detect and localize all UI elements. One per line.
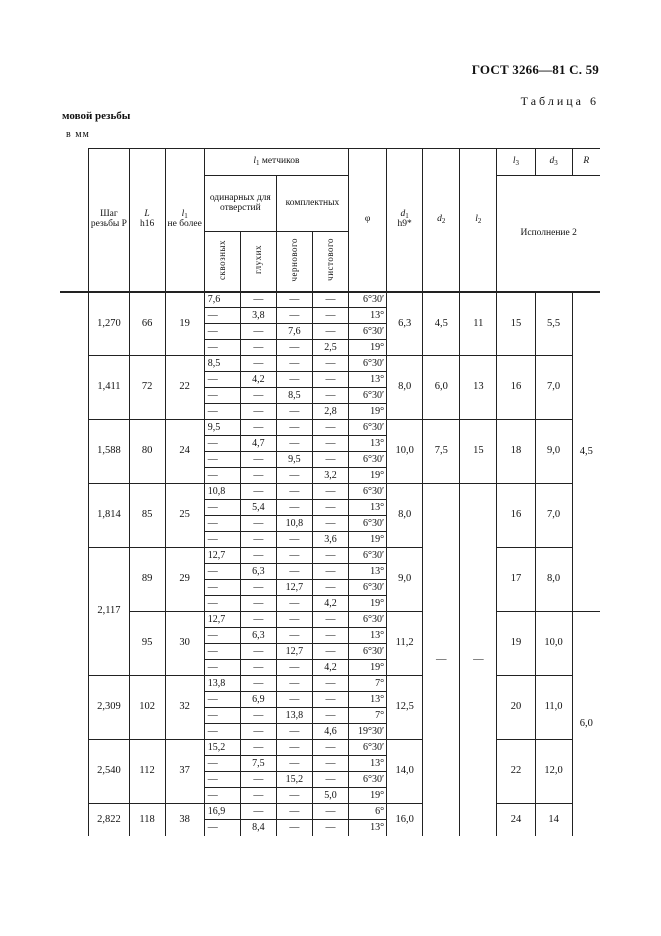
d2-cell: 7,5 (423, 420, 460, 484)
phi-cell: 6°30′ (349, 292, 387, 308)
L-cell: 102 (129, 676, 165, 740)
l1-blind-cell: 6,3 (240, 628, 276, 644)
l1-blind-cell: 6,9 (240, 692, 276, 708)
phi-cell: 6°30′ (349, 516, 387, 532)
l1-blind-cell: — (240, 516, 276, 532)
phi-cell: 6°30′ (349, 644, 387, 660)
l1-rough-cell: — (276, 820, 312, 836)
table-row (60, 676, 600, 692)
phi-cell: 19° (349, 788, 387, 804)
l1-rough-cell: — (276, 548, 312, 564)
phi-cell: 19° (349, 468, 387, 484)
header-d2: $d_2$ (423, 149, 460, 292)
phi-cell: 6°30′ (349, 356, 387, 372)
phi-cell: 13° (349, 820, 387, 836)
l1-rough-cell: — (276, 292, 312, 308)
pitch-cell: 2,540 (89, 740, 129, 804)
l1-blind-cell: — (240, 612, 276, 628)
table-row (60, 484, 600, 500)
R-cell: 4,5 (572, 292, 600, 612)
l1-rough-cell: 8,5 (276, 388, 312, 404)
table-row (60, 292, 600, 308)
l1-finish-cell: 3,2 (312, 468, 348, 484)
l1-blind-cell: 8,4 (240, 820, 276, 836)
l1-rough-cell: — (276, 596, 312, 612)
l1-blind-cell: — (240, 660, 276, 676)
pitch-cell: 1,588 (89, 420, 129, 484)
table-row (60, 548, 600, 564)
phi-cell: 13° (349, 308, 387, 324)
l-cell: 19 (165, 292, 204, 356)
l1-finish-cell: — (312, 820, 348, 836)
phi-cell: 7° (349, 708, 387, 724)
l1-blind-cell: — (240, 324, 276, 340)
l1-through-cell: — (204, 596, 240, 612)
phi-cell: 6°30′ (349, 772, 387, 788)
l1-finish-cell: — (312, 372, 348, 388)
l1-finish-cell: — (312, 644, 348, 660)
d1-cell: 11,2 (387, 612, 423, 676)
l1-blind-cell: — (240, 484, 276, 500)
phi-cell: 6°30′ (349, 388, 387, 404)
L-cell: 80 (129, 420, 165, 484)
header-through: сквозных (204, 232, 240, 292)
header-l3: $l_3$ (497, 149, 535, 176)
l3-cell: 22 (497, 740, 535, 804)
header-rough: чернового (276, 232, 312, 292)
d3-cell: 10,0 (535, 612, 572, 676)
l1-rough-cell: — (276, 628, 312, 644)
l1-blind-cell: 4,2 (240, 372, 276, 388)
l1-through-cell: — (204, 452, 240, 468)
l1-blind-cell: — (240, 452, 276, 468)
l1-rough-cell: 10,8 (276, 516, 312, 532)
l-cell: 30 (165, 612, 204, 676)
l1-finish-cell: — (312, 484, 348, 500)
d2-cell: 4,5 (423, 292, 460, 356)
l2-cell: 15 (460, 420, 497, 484)
l1-finish-cell: — (312, 436, 348, 452)
l1-through-cell: — (204, 388, 240, 404)
l1-rough-cell: — (276, 660, 312, 676)
l1-finish-cell: — (312, 516, 348, 532)
d1-cell: 8,0 (387, 484, 423, 548)
phi-cell: 13° (349, 372, 387, 388)
header-phi: φ (349, 149, 387, 292)
l1-rough-cell: 15,2 (276, 772, 312, 788)
l1-rough-cell: — (276, 532, 312, 548)
l1-through-cell: — (204, 436, 240, 452)
d3-cell: 8,0 (535, 548, 572, 612)
d1-cell: 8,0 (387, 356, 423, 420)
l1-rough-cell: 13,8 (276, 708, 312, 724)
l1-through-cell: 7,6 (204, 292, 240, 308)
l1-blind-cell: — (240, 596, 276, 612)
l2-cell: 13 (460, 356, 497, 420)
left-spacer (60, 292, 89, 836)
header-pitch: Шаг резьбы P (89, 149, 129, 292)
phi-cell: 13° (349, 500, 387, 516)
header-l: $l_1$ не более (165, 149, 204, 292)
d1-cell: 12,5 (387, 676, 423, 740)
pitch-cell: 1,411 (89, 356, 129, 420)
header-blind: глухих (240, 232, 276, 292)
L-cell: 112 (129, 740, 165, 804)
L-cell: 66 (129, 292, 165, 356)
l1-through-cell: — (204, 468, 240, 484)
l3-cell: 18 (497, 420, 535, 484)
table-row (60, 612, 600, 628)
l3-cell: 20 (497, 676, 535, 740)
l1-through-cell: 9,5 (204, 420, 240, 436)
l2-cell: 11 (460, 292, 497, 356)
l1-through-cell: — (204, 708, 240, 724)
l1-through-cell: — (204, 372, 240, 388)
phi-cell: 7° (349, 676, 387, 692)
l1-blind-cell: — (240, 772, 276, 788)
header-d1: $d_1$ h9* (387, 149, 423, 292)
l1-finish-cell: 4,6 (312, 724, 348, 740)
l1-finish-cell: — (312, 500, 348, 516)
l1-finish-cell: — (312, 628, 348, 644)
l1-through-cell: — (204, 516, 240, 532)
l1-blind-cell: 4,7 (240, 436, 276, 452)
l3-cell: 16 (497, 484, 535, 548)
l1-finish-cell: — (312, 772, 348, 788)
header-R: R (572, 149, 600, 176)
header-d3: $d_3$ (535, 149, 572, 176)
l1-blind-cell: — (240, 676, 276, 692)
l1-rough-cell: — (276, 692, 312, 708)
l1-rough-cell: — (276, 436, 312, 452)
l-cell: 24 (165, 420, 204, 484)
l1-rough-cell: — (276, 308, 312, 324)
phi-cell: 19° (349, 340, 387, 356)
table-row (60, 740, 600, 756)
d3-cell: 5,5 (535, 292, 572, 356)
l1-through-cell: — (204, 820, 240, 836)
phi-cell: 19° (349, 532, 387, 548)
d3-cell: 9,0 (535, 420, 572, 484)
table-row (60, 420, 600, 436)
l1-through-cell: — (204, 756, 240, 772)
l1-blind-cell: — (240, 532, 276, 548)
l1-blind-cell: — (240, 388, 276, 404)
l1-blind-cell: — (240, 708, 276, 724)
l1-finish-cell: — (312, 420, 348, 436)
l1-blind-cell: — (240, 580, 276, 596)
l1-rough-cell: — (276, 468, 312, 484)
l-cell: 38 (165, 804, 204, 836)
l1-finish-cell: — (312, 324, 348, 340)
d2-cell: — (423, 484, 460, 836)
l-cell: 37 (165, 740, 204, 804)
L-cell: 95 (129, 612, 165, 676)
l1-finish-cell: — (312, 676, 348, 692)
phi-cell: 6°30′ (349, 420, 387, 436)
l1-through-cell: — (204, 340, 240, 356)
d1-cell: 14,0 (387, 740, 423, 804)
l1-through-cell: 16,9 (204, 804, 240, 820)
header-execution: Исполнение 2 (497, 176, 600, 292)
phi-cell: 19°30′ (349, 724, 387, 740)
L-cell: 89 (129, 548, 165, 612)
l1-finish-cell: — (312, 580, 348, 596)
l1-blind-cell: — (240, 468, 276, 484)
phi-cell: 6° (349, 804, 387, 820)
l3-cell: 17 (497, 548, 535, 612)
pitch-cell: 1,270 (89, 292, 129, 356)
l1-finish-cell: — (312, 548, 348, 564)
phi-cell: 6°30′ (349, 740, 387, 756)
R-cell: 6,0 (572, 612, 600, 836)
l1-through-cell: — (204, 772, 240, 788)
l1-blind-cell: — (240, 788, 276, 804)
l1-through-cell: — (204, 500, 240, 516)
l1-rough-cell: — (276, 372, 312, 388)
l1-rough-cell: — (276, 420, 312, 436)
l1-through-cell: — (204, 692, 240, 708)
phi-cell: 6°30′ (349, 452, 387, 468)
l1-through-cell: — (204, 788, 240, 804)
l1-blind-cell: 6,3 (240, 564, 276, 580)
header-finish: чистового (312, 232, 348, 292)
l1-through-cell: 8,5 (204, 356, 240, 372)
phi-cell: 6°30′ (349, 612, 387, 628)
l1-rough-cell: — (276, 804, 312, 820)
l1-through-cell: — (204, 532, 240, 548)
l-cell: 29 (165, 548, 204, 612)
table-row (60, 804, 600, 820)
d1-cell: 10,0 (387, 420, 423, 484)
l1-blind-cell: — (240, 404, 276, 420)
l1-rough-cell: — (276, 564, 312, 580)
pitch-cell: 2,117 (89, 548, 129, 676)
l1-finish-cell: — (312, 564, 348, 580)
l1-rough-cell: 7,6 (276, 324, 312, 340)
l1-finish-cell: — (312, 612, 348, 628)
l1-rough-cell: 12,7 (276, 644, 312, 660)
left-spacer (60, 149, 89, 292)
l1-rough-cell: — (276, 340, 312, 356)
phi-cell: 13° (349, 692, 387, 708)
l3-cell: 15 (497, 292, 535, 356)
d3-cell: 7,0 (535, 484, 572, 548)
l1-blind-cell: — (240, 420, 276, 436)
d1-cell: 9,0 (387, 548, 423, 612)
l1-blind-cell: 7,5 (240, 756, 276, 772)
l1-through-cell: 10,8 (204, 484, 240, 500)
l1-blind-cell: — (240, 724, 276, 740)
l3-cell: 24 (497, 804, 535, 836)
l1-finish-cell: 2,5 (312, 340, 348, 356)
phi-cell: 19° (349, 596, 387, 612)
l1-blind-cell: — (240, 292, 276, 308)
l1-blind-cell: — (240, 340, 276, 356)
dimensions-table (60, 148, 600, 836)
l1-finish-cell: — (312, 356, 348, 372)
l1-blind-cell: 5,4 (240, 500, 276, 516)
l1-finish-cell: 4,2 (312, 660, 348, 676)
l1-through-cell: — (204, 324, 240, 340)
l1-finish-cell: — (312, 452, 348, 468)
l1-blind-cell: — (240, 804, 276, 820)
l1-through-cell: — (204, 660, 240, 676)
header-l2: $l_2$ (460, 149, 497, 292)
l1-finish-cell: — (312, 804, 348, 820)
l1-through-cell: — (204, 724, 240, 740)
d3-cell: 11,0 (535, 676, 572, 740)
l1-rough-cell: — (276, 756, 312, 772)
l1-rough-cell: — (276, 484, 312, 500)
l2-cell: — (460, 484, 497, 836)
l1-finish-cell: 3,6 (312, 532, 348, 548)
l1-through-cell: 12,7 (204, 548, 240, 564)
l1-rough-cell: — (276, 740, 312, 756)
phi-cell: 6°30′ (349, 548, 387, 564)
phi-cell: 19° (349, 404, 387, 420)
d3-cell: 14 (535, 804, 572, 836)
l1-finish-cell: 5,0 (312, 788, 348, 804)
header-L: L h16 (129, 149, 165, 292)
l1-through-cell: — (204, 628, 240, 644)
l1-rough-cell: — (276, 612, 312, 628)
l1-rough-cell: — (276, 404, 312, 420)
l1-through-cell: — (204, 308, 240, 324)
l1-finish-cell: — (312, 692, 348, 708)
l1-rough-cell: — (276, 724, 312, 740)
table-label: Таблица 6 (520, 94, 599, 108)
phi-cell: 6°30′ (349, 484, 387, 500)
l-cell: 22 (165, 356, 204, 420)
L-cell: 85 (129, 484, 165, 548)
table-title-fragment: мовой резьбы (62, 110, 131, 122)
phi-cell: 19° (349, 660, 387, 676)
l1-through-cell: — (204, 580, 240, 596)
l1-blind-cell: 3,8 (240, 308, 276, 324)
l1-through-cell: 12,7 (204, 612, 240, 628)
l1-rough-cell: — (276, 676, 312, 692)
l1-blind-cell: — (240, 740, 276, 756)
pitch-cell: 1,814 (89, 484, 129, 548)
l1-finish-cell: 2,8 (312, 404, 348, 420)
l1-blind-cell: — (240, 356, 276, 372)
phi-cell: 13° (349, 564, 387, 580)
l1-through-cell: — (204, 564, 240, 580)
l-cell: 25 (165, 484, 204, 548)
l1-finish-cell: — (312, 756, 348, 772)
l3-cell: 19 (497, 612, 535, 676)
phi-cell: 13° (349, 756, 387, 772)
l1-rough-cell: — (276, 500, 312, 516)
l1-through-cell: 15,2 (204, 740, 240, 756)
phi-cell: 6°30′ (349, 324, 387, 340)
header-single: одинарных для отверстий (204, 176, 276, 232)
table-body (60, 292, 600, 836)
table-row (60, 356, 600, 372)
l1-through-cell: 13,8 (204, 676, 240, 692)
l1-through-cell: — (204, 404, 240, 420)
l1-rough-cell: — (276, 356, 312, 372)
l1-rough-cell: — (276, 788, 312, 804)
l1-rough-cell: 9,5 (276, 452, 312, 468)
header-complete: комплектных (276, 176, 348, 232)
l1-through-cell: — (204, 644, 240, 660)
document-reference: ГОСТ 3266—81 С. 59 (471, 62, 599, 77)
l1-finish-cell: — (312, 740, 348, 756)
l1-blind-cell: — (240, 548, 276, 564)
phi-cell: 6°30′ (349, 580, 387, 596)
l1-rough-cell: 12,7 (276, 580, 312, 596)
l1-finish-cell: 4,2 (312, 596, 348, 612)
d3-cell: 7,0 (535, 356, 572, 420)
l1-finish-cell: — (312, 308, 348, 324)
phi-cell: 13° (349, 628, 387, 644)
l1-blind-cell: — (240, 644, 276, 660)
d3-cell: 12,0 (535, 740, 572, 804)
d2-cell: 6,0 (423, 356, 460, 420)
l3-cell: 16 (497, 356, 535, 420)
l1-finish-cell: — (312, 708, 348, 724)
L-cell: 72 (129, 356, 165, 420)
l1-finish-cell: — (312, 292, 348, 308)
l-cell: 32 (165, 676, 204, 740)
unit-label: в мм (66, 129, 90, 140)
header-l1-group: $l_1$ метчиков (204, 149, 348, 176)
L-cell: 118 (129, 804, 165, 836)
d1-cell: 16,0 (387, 804, 423, 836)
pitch-cell: 2,822 (89, 804, 129, 836)
l1-finish-cell: — (312, 388, 348, 404)
pitch-cell: 2,309 (89, 676, 129, 740)
d1-cell: 6,3 (387, 292, 423, 356)
phi-cell: 13° (349, 436, 387, 452)
